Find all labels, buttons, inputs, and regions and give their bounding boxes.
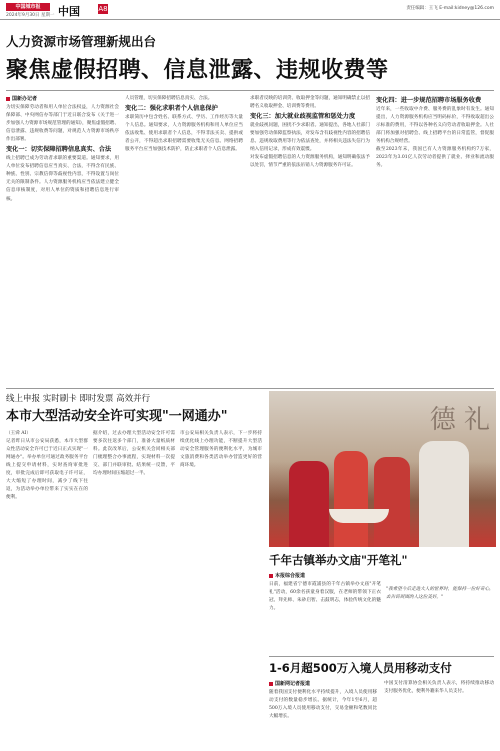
story2-headline: 本市大型活动安全许可实现"一网通办" [6,409,228,424]
col4-text: 近年来，一些收取中介费、服务费的乱象时有发生。通知提出，人力资源服务机构应当明码标价，不得收取超出公示标准的费用，不得以各种名义向劳动者收取押金。人社部门将加强对招聘会、线上招聘平台的日常监管，督促服务机构合规经营。 [376,107,494,145]
main-col-4 [376,95,494,385]
section-title: 中国 [58,5,80,18]
story2-col3-text: 市公安局相关负责人表示，下一步将持续优化线上办理功能，不断提升大型活动安全管理服务的便利化水平，为城市文旅消费和各类活动举办营造更好的营商环境。 [180,431,262,469]
story2-col-3 [180,430,262,748]
col4-subhead: 变化四：进一步规范招聘市场服务收费 [376,97,482,104]
story3-headline: 千年古镇举办文庙"开笔礼" [269,553,408,567]
story3-body [269,572,381,654]
story2-byline: （王舜 AI） [6,431,31,436]
col1-text: 为切实保障劳动者和用人单位合法权益，人力资源社会保障部、中央网信办等部门于近日联合发布《关于进一步加强人力资源市场规范管理的通知》，聚焦虚假招聘、信息泄露、违规收费等问题，对规范人力资源市场秩序作出部署。 [6,105,119,143]
main-col-3 [250,95,370,385]
main-col-2 [125,95,243,385]
col3-text3: 对发布虚假招聘信息的人力资源服务机构，通知明确依法予以处罚，情节严重的依法吊销人力资源服务许可证。 [250,155,370,169]
col3-text: 求职者反映的培训贷、收取押金等问题，通知明确禁止以招聘名义收取押金、培训费等费用。 [250,96,370,110]
col3-subhead: 变化三：加大就业歧视监管和惩处力度 [250,113,356,121]
page-header [0,0,500,20]
story3-text: 日前，福建省宁德市霞浦县的千年古镇举办文庙"开笔礼"活动，60余名孩童身着汉服，在老师的带领下正衣冠、拜先师、朱砂启智、击鼓明志，体验传统文化的魅力。 [269,582,381,612]
story3-quote: "我希望今后走进大人的世界时，能保持一份好奇心，去告诉周围的人这份美好。" [386,587,494,600]
story2-col1-text: 记者昨日从市公安局获悉，本市大型群众性活动安全许可已于近日正式实现"一网通办"。举办单位可通过政务服务平台线上提交申请材料，实时查询审批进度，审批完成后即可获取电子许可证，大大缩短了办理时间，减少了线下往返，为活动举办单位带来了实实在在的便利。 [6,439,88,501]
story4-col-1 [269,680,377,748]
story4-text2: 中国支付清算协会相关负责人表示，将持续推动移动支付服务优化，便利外籍来华人员支付。 [384,681,494,695]
col3-text2: 就业歧视问题，困扰不少求职者。通知提出，各地人社部门要加强劳动保障监察执法，对发布含有歧视性内容的招聘信息、违规收取费用等行为依法查处，并将相关违法失信行为纳入信用记录，形成有效震慑。 [250,123,370,153]
story4-text: 随着我国支付便利化水平持续提升，入境人员使用移动支付的数量稳步增长。据统计，今年1至6月，超500万入境人员使用移动支付，交易金额和笔数同比大幅增长。 [269,690,377,720]
photo-calligraphy: 德 礼 [429,405,490,435]
col4-text2: 截至2023年末，我国已有人力资源服务机构约7万家，2023年为3.01亿人次劳动者提供了就业、择业和流动服务。 [376,147,494,169]
col2-text: 人员管理，切实保障招聘信息真实、合法。 [125,96,213,101]
col2-subhead: 变化二：强化求职者个人信息保护 [125,105,218,113]
main-headline: 聚焦虚假招聘、信息泄露、违规收费等 [6,58,389,83]
col1-tag: 国新办记者 [6,95,37,103]
story2-col2-text: 据介绍，过去办理大型活动安全许可需要多次往返多个部门，准备大量纸质材料。此次改革后，公安机关会同相关部门梳理整合办事流程，实现材料一次提交、部门并联审批、结果统一反馈，平均办理时间压缩超过一半。 [93,431,175,477]
story2-col-1 [6,430,88,748]
paper-logo: 中国城市报 [6,3,50,11]
editor-info: 责任编辑：王飞 E-mail:kidney@126.com [406,6,494,11]
issue-date: 2024年9月30日 星期一 [6,13,55,18]
story2-col-2 [93,430,175,748]
col1-subhead: 变化一：切实保障招聘信息真实、合法 [6,146,112,154]
story4-col-2 [384,680,494,748]
story2-kicker: 线上申报 实时刷卡 即时发票 高效并行 [6,394,151,404]
main-col-1 [6,95,119,385]
col2-text2: 求职简历中包含姓名、联系方式、学历、工作经历等大量个人信息。通知要求，人力资源服务机构和用人单位应当依法收集、使用求职者个人信息，不得非法买卖、提供或者公开，不得超出求职招聘需要收集无关信息。网络招聘服务平台应当加强技术防护，防止求职者个人信息泄露。 [125,115,243,153]
main-kicker: 人力资源市场管理新规出台 [6,34,157,49]
story4-tag: 国新网记者报道 [269,680,310,688]
story4-headline: 1-6月超500万入境人员用移动支付 [269,661,452,675]
ceremony-photo [269,391,496,547]
page-number: A8 [98,5,108,13]
col1-text2: 线上招聘已成为劳动者求职的重要渠道。通知要求，用人单位发布招聘信息应当真实、合法，不得含有民族、种族、性别、宗教信仰等歧视性内容，不得设置与岗位无关的限制条件。人力资源服务机构应当依法建立健全信息审核制度，对用人单位的资质和招聘信息进行审核。 [6,156,119,202]
story3-tag: 本报综合报道 [269,572,305,580]
